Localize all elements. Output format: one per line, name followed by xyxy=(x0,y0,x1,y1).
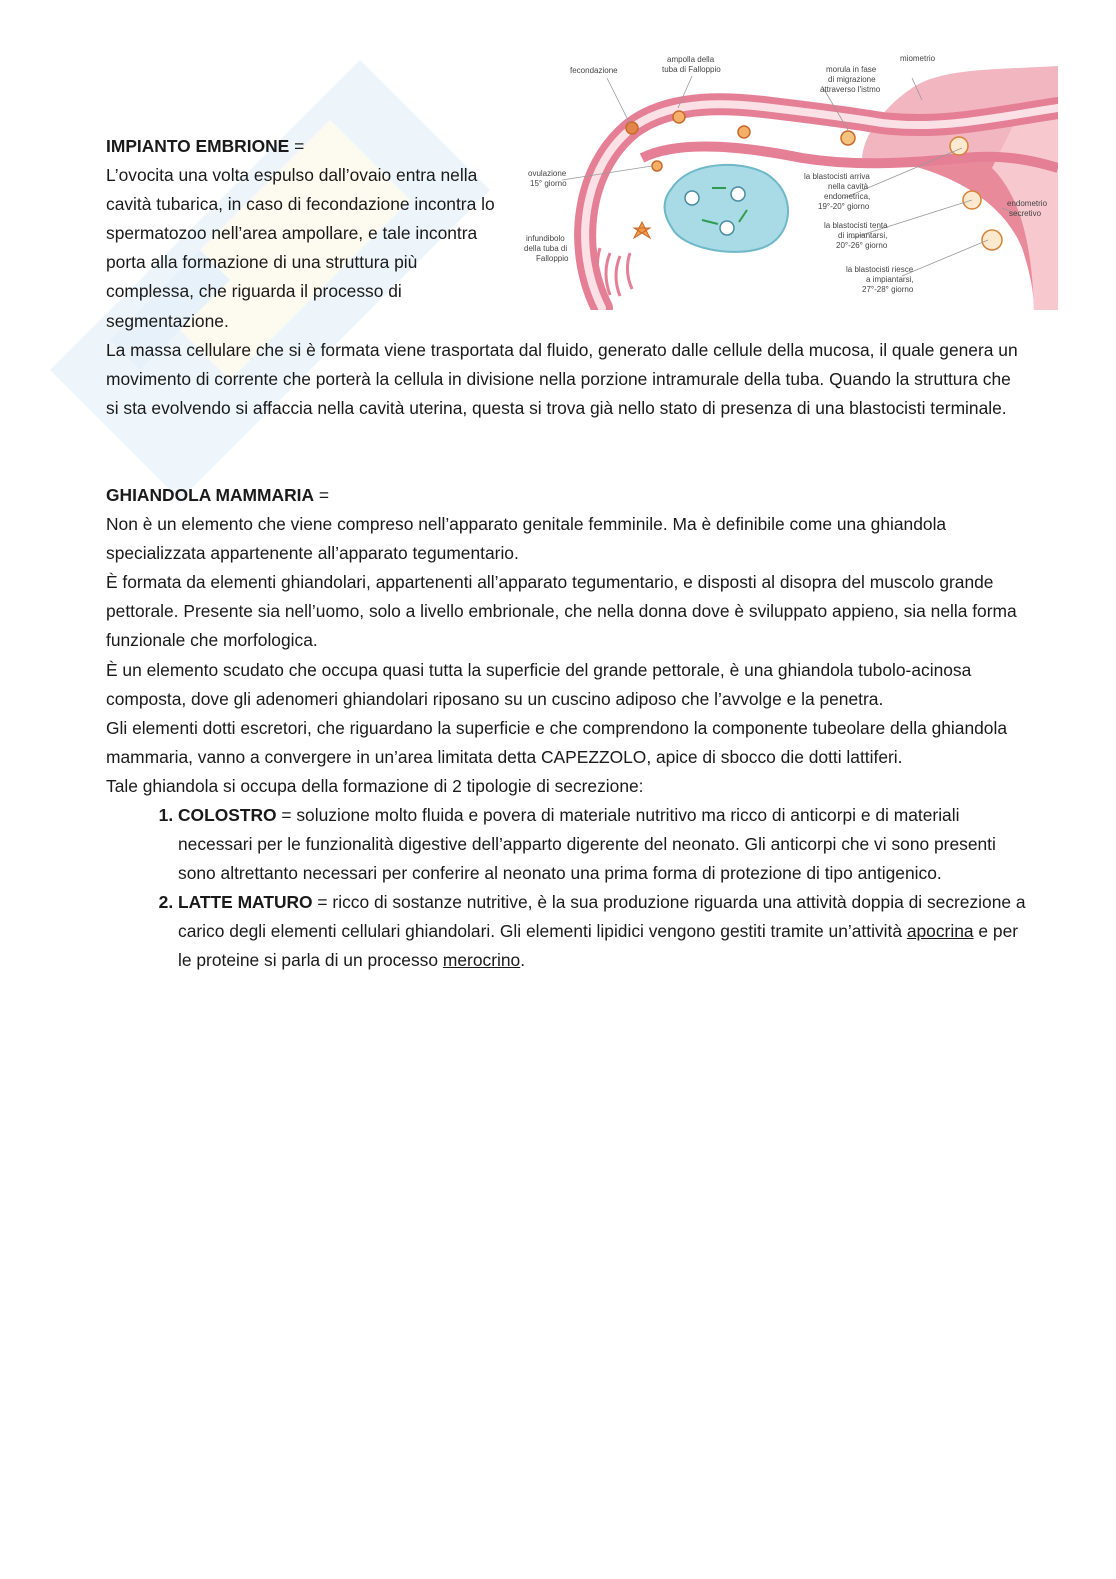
label-blastocisti-tenta: la blastocisti tenta xyxy=(824,221,888,230)
term-colostro: COLOSTRO xyxy=(178,804,277,825)
label-ampolla: ampolla della xyxy=(667,55,715,64)
svg-text:15° giorno: 15° giorno xyxy=(530,179,567,188)
term-apocrina: apocrina xyxy=(906,921,974,942)
svg-text:di impiantarsi,: di impiantarsi, xyxy=(838,231,888,240)
svg-text:nella cavità: nella cavità xyxy=(828,182,869,191)
paragraph: Gli elementi dotti escretori, che riguardano la superficie e che comprendono la componente tubeolare della ghiandola mammaria, vanno a convergere in un’area limitata detta CAPEZZOLO, apice di sbocco die dotti lattiferi. xyxy=(106,717,1008,767)
section-impianto-intro: IMPIANTO EMBRIONE = L’ovocita una volta espulso dall’ovaio entra nella cavità tubarica, in caso di fecondazione incontra lo spermatozoo nell’area ampollare, e tale incontra porta alla formazione di una struttura più complessa, che riguarda il processo di segmentazione. xyxy=(106,132,1026,336)
svg-text:27°-28° giorno: 27°-28° giorno xyxy=(862,285,914,294)
svg-text:19°-20° giorno: 19°-20° giorno xyxy=(818,202,870,211)
term-merocrino: merocrino xyxy=(442,950,521,971)
paragraph: Tale ghiandola si occupa della formazione di 2 tipologie di secrezione: xyxy=(106,775,644,796)
svg-text:di migrazione: di migrazione xyxy=(828,75,876,84)
svg-text:a impiantarsi,: a impiantarsi, xyxy=(866,275,914,284)
label-blastocisti-riesce: la blastocisti riesce xyxy=(846,265,914,274)
section-ghiandola-mammaria: GHIANDOLA MAMMARIA = Non è un elemento che viene compreso nell’apparato genitale femminile. Ma è definibile come una ghiandola specializzata appartenente all’apparato tegumentario. È formata da elementi ghiandolari, appartenenti all’apparato tegumentario, e disposti al disopra del muscolo grande pettorale. Presente sia nell’uomo, solo a livello embrionale, che nella donna dove è sviluppato appieno, sia nella forma funzionale che morfologica. È un elemento scudato che occupa quasi tutta la superficie del grande pettorale, è una ghiandola tubolo-acinosa composta, dove gli adenomeri ghiandolari riposano su un cuscino adiposo che l’avvolge e la penetra. Gli elementi dotti escretori, che riguardano la superficie e che comprendono la componente tubeolare della ghiandola mammaria, vanno a convergere in un’area limitata detta CAPEZZOLO, apice di sbocco die dotti lattiferi. Tale ghiandola si occupa della formazione di 2 tipologie di secrezione: 1. COLOSTRO = soluzione molto fluida e povera di materiale nutritivo ma ricco di anticorpi e di materiali necessari per le funzionalità digestive dell’apparto digerente del neonato. Gli anticorpi che vi sono presenti sono altrettanto necessari per conferire al neonato una prima forma di protezione di tipo antigenico. 2. LATTE MATURO = ricco di sostanze nutritive, è la sua produzione riguarda una attività doppia di secrezione a carico degli elementi cellulari ghiandolari. Gli elementi lipidici vengono gestiti tramite un’attività apocrina e per le proteine si parla di un processo merocrino. xyxy=(106,481,1026,976)
label-infundibolo: infundibolo xyxy=(526,234,565,243)
label-blastocisti-arriva: la blastocisti arriva xyxy=(804,172,870,181)
label-endometrio: endometrio xyxy=(1007,199,1048,208)
svg-text:tuba di Falloppio: tuba di Falloppio xyxy=(662,65,721,74)
svg-text:secretivo: secretivo xyxy=(1009,209,1042,218)
svg-text:Falloppio: Falloppio xyxy=(536,254,569,263)
svg-text:della tuba di: della tuba di xyxy=(524,244,568,253)
label-miometrio: miometrio xyxy=(900,54,936,63)
paragraph: È un elemento scudato che occupa quasi tutta la superficie del grande pettorale, è una ghiandola tubolo-acinosa composta, dove gli adenomeri ghiandolari riposano su un cuscino adiposo che l’avvolge e la penetra. xyxy=(106,659,972,709)
paragraph: Non è un elemento che viene compreso nell’apparato genitale femminile. Ma è definibile come una ghiandola specializzata appartenente all’apparato tegumentario. xyxy=(106,514,947,564)
label-ovulazione: ovulazione xyxy=(528,169,567,178)
heading-ghiandola-mammaria: GHIANDOLA MAMMARIA xyxy=(106,484,315,505)
paragraph: È formata da elementi ghiandolari, appartenenti all’apparato tegumentario, e disposti al disopra del muscolo grande pettorale. Presente sia nell’uomo, solo a livello embrionale, che nella donna dove è sviluppato appieno, sia nella forma funzionale che morfologica. xyxy=(106,572,1017,651)
list-item: 1. COLOSTRO = soluzione molto fluida e povera di materiale nutritivo ma ricco di anticorpi e di materiali necessari per le funzionalità digestive dell’apparto digerente del neonato. Gli anticorpi che vi sono presenti sono altrettanto necessari per conferire al neonato una prima forma di protezione di tipo antigenico. xyxy=(178,801,1026,888)
svg-text:attraverso l'istmo: attraverso l'istmo xyxy=(820,85,881,94)
paragraph-impianto-body: La massa cellulare che si è formata viene trasportata dal fluido, generato dalle cellule della mucosa, il quale genera un movimento di corrente che porterà la cellula in divisione nella porzione intramurale della tuba. Quando la struttura che si sta evolvendo si affaccia nella cavità uterina, questa si trova già nello stato di presenza di una blastocisti terminale. xyxy=(106,339,1018,418)
label-morula: morula in fase xyxy=(826,65,877,74)
svg-text:20°-26° giorno: 20°-26° giorno xyxy=(836,241,888,250)
document-body xyxy=(106,132,1026,976)
svg-text:endometrica,: endometrica, xyxy=(824,192,871,201)
list-item: 2. LATTE MATURO = ricco di sostanze nutritive, è la sua produzione riguarda una attività doppia di secrezione a carico degli elementi cellulari ghiandolari. Gli elementi lipidici vengono gestiti tramite un’attività apocrina e per le proteine si parla di un processo merocrino. xyxy=(178,888,1026,975)
heading-impianto-embrione: IMPIANTO EMBRIONE xyxy=(106,136,290,156)
paragraph-intro: L’ovocita una volta espulso dall’ovaio entra nella cavità tubarica, in caso di fecondazione incontra lo spermatozoo nell’area ampollare, e tale incontra porta alla formazione di una struttura più complessa, che riguarda il processo di segmentazione. xyxy=(106,165,495,331)
label-fecondazione: fecondazione xyxy=(570,66,618,75)
term-latte-maturo: LATTE MATURO xyxy=(178,892,313,913)
secretion-list xyxy=(106,801,1026,976)
